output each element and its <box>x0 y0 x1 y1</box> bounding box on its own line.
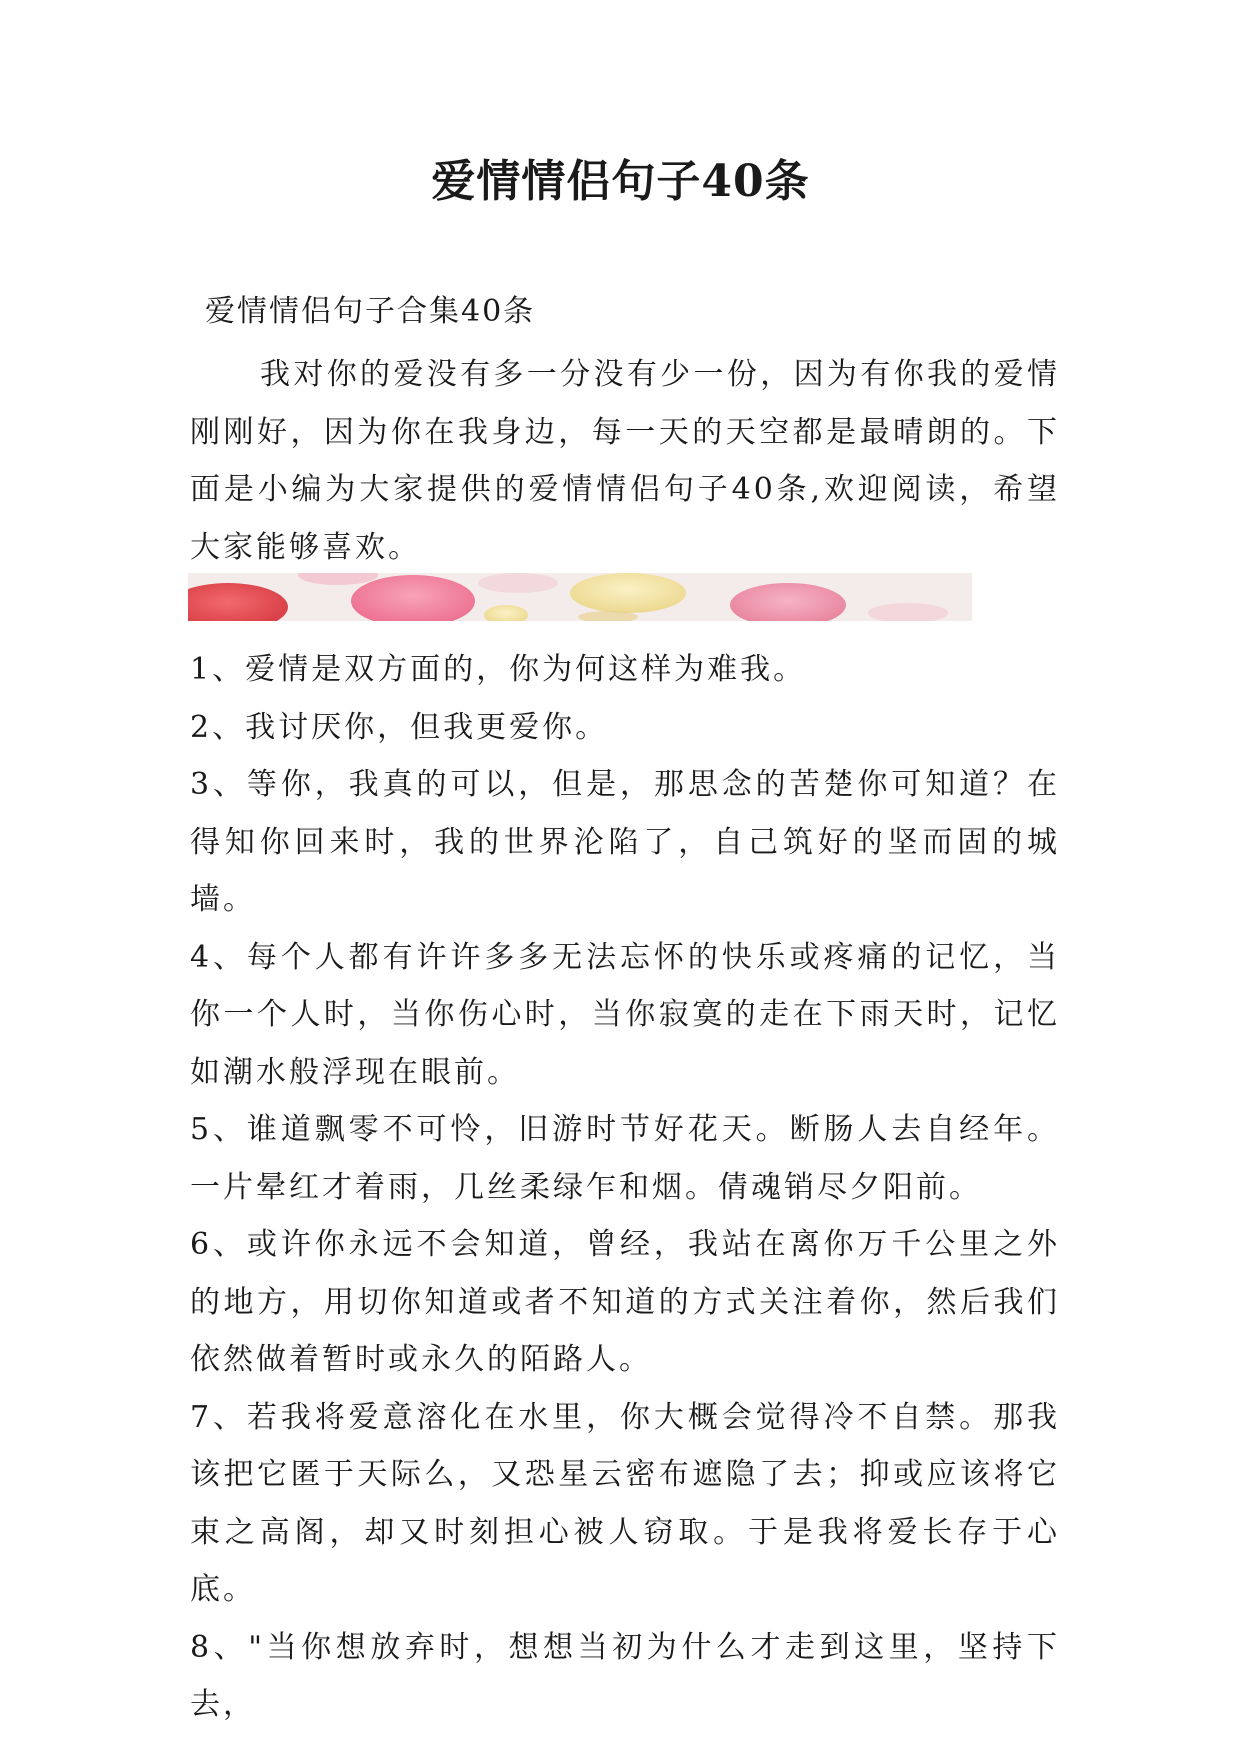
document-subtitle: 爱情情侣句子合集40条 <box>205 294 536 329</box>
list-item: 7、若我将爱意溶化在水里，你大概会觉得冷不自禁。那我该把它匿于天际么，又恐星云密布遮隐了去；抑或应该将它束之高阁，却又时刻担心被人窃取。于是我将爱长存于心底。 <box>190 1399 1060 1607</box>
candy-hearts-illustration <box>188 573 972 621</box>
intro-paragraph: 我对你的爱没有多一分没有少一份，因为有你我的爱情刚刚好，因为你在我身边，每一天的天空都是最晴朗的。下面是小编为大家提供的爱情情侣句子40条,欢迎阅读，希望大家能够喜欢。 <box>190 357 1060 565</box>
quote-list <box>190 641 1060 1734</box>
candy-hearts-banner-image <box>188 573 972 621</box>
list-item: 4、每个人都有许许多多无法忘怀的快乐或疼痛的记忆，当你一个人时，当你伤心时，当你寂寞的走在下雨天时，记忆如潮水般浮现在眼前。 <box>190 939 1060 1090</box>
list-item: 2、我讨厌你，但我更爱你。 <box>190 709 609 745</box>
list-item: 6、或许你永远不会知道，曾经，我站在离你万千公里之外的地方，用切你知道或者不知道的方式关注着你，然后我们依然做着暂时或永久的陌路人。 <box>190 1227 1060 1377</box>
document-title: 爱情情侣句子40条 <box>431 156 810 207</box>
list-item: 8、"当你想放弃时，想想当初为什么才走到这里，坚持下去， <box>190 1629 1060 1722</box>
list-item: 5、谁道飘零不可怜，旧游时节好花天。断肠人去自经年。一片晕红才着雨，几丝柔绿乍和烟。倩魂销尽夕阳前。 <box>190 1112 1060 1205</box>
list-item: 1、爱情是双方面的，你为何这样为难我。 <box>190 652 807 687</box>
list-item: 3、等你，我真的可以，但是，那思念的苦楚你可知道？在得知你回来时，我的世界沦陷了，自己筑好的坚而固的城墙。 <box>190 767 1060 917</box>
